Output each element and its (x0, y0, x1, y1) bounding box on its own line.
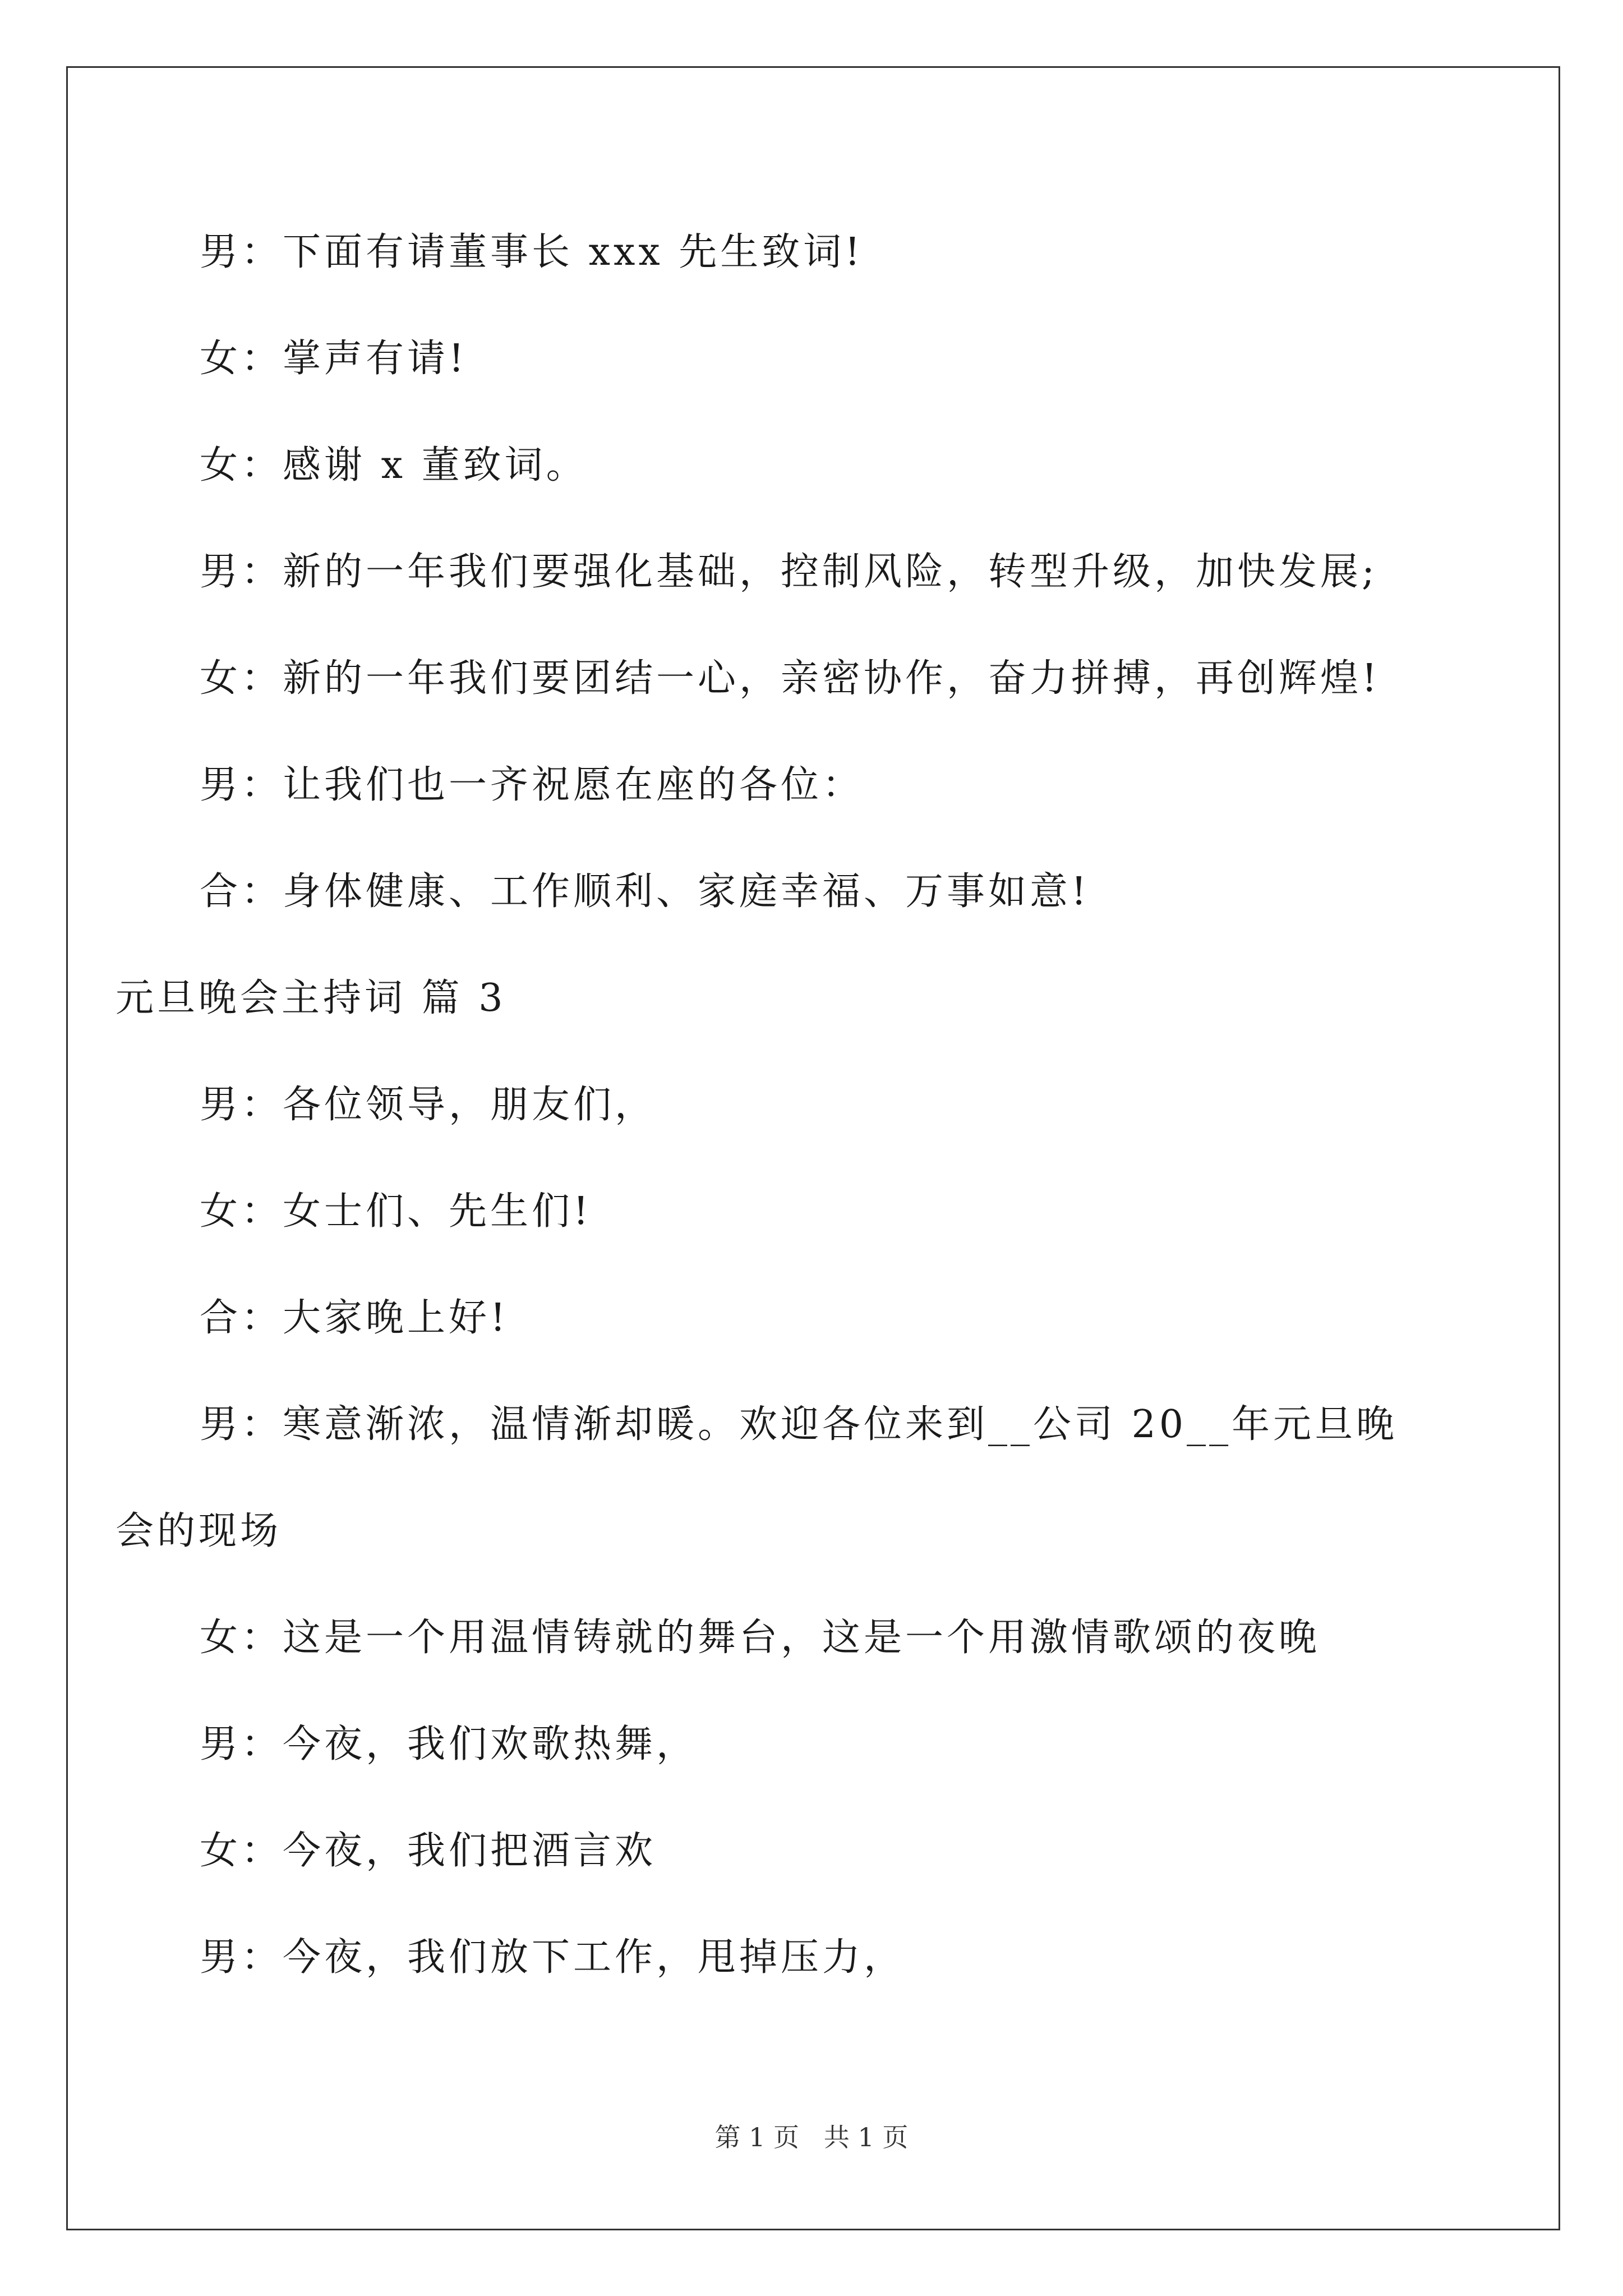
dialogue-line-continuation: 会的现场 (116, 1509, 282, 1553)
dialogue-line: 男：下面有请董事长 xxx 先生致词! (200, 230, 864, 274)
dialogue-line: 合：身体健康、工作顺利、家庭幸福、万事如意! (200, 869, 1090, 914)
dialogue-line: 女：新的一年我们要团结一心，亲密协作，奋力拼搏，再创辉煌! (200, 656, 1381, 701)
dialogue-line: 女：掌声有请! (200, 337, 468, 381)
dialogue-line: 女：感谢 x 董致词。 (200, 443, 588, 487)
dialogue-line: 女：这是一个用温情铸就的舞台，这是一个用激情歌颂的夜晚 (200, 1616, 1321, 1660)
dialogue-line: 男：新的一年我们要强化基础，控制风险，转型升级，加快发展; (200, 550, 1378, 594)
dialogue-line: 女：今夜，我们把酒言欢 (200, 1829, 657, 1873)
dialogue-line: 合：大家晚上好! (200, 1296, 509, 1340)
dialogue-line: 男：今夜，我们放下工作，甩掉压力， (200, 1935, 906, 1980)
page-number-footer: 第 1 页 共 1 页 (714, 2122, 909, 2152)
dialogue-line: 男：今夜，我们欢歌热舞， (200, 1722, 698, 1766)
dialogue-line: 男：寒意渐浓，温情渐却暖。欢迎各位来到__公司 20__年元旦晚 (200, 1402, 1398, 1447)
dialogue-line: 男：各位领导，朋友们， (200, 1083, 657, 1127)
page-frame (66, 66, 1560, 2230)
dialogue-line: 男：让我们也一齐祝愿在座的各位： (200, 763, 864, 807)
section-heading: 元旦晚会主持词 篇 3 (116, 976, 506, 1020)
dialogue-line: 女：女士们、先生们! (200, 1189, 592, 1234)
